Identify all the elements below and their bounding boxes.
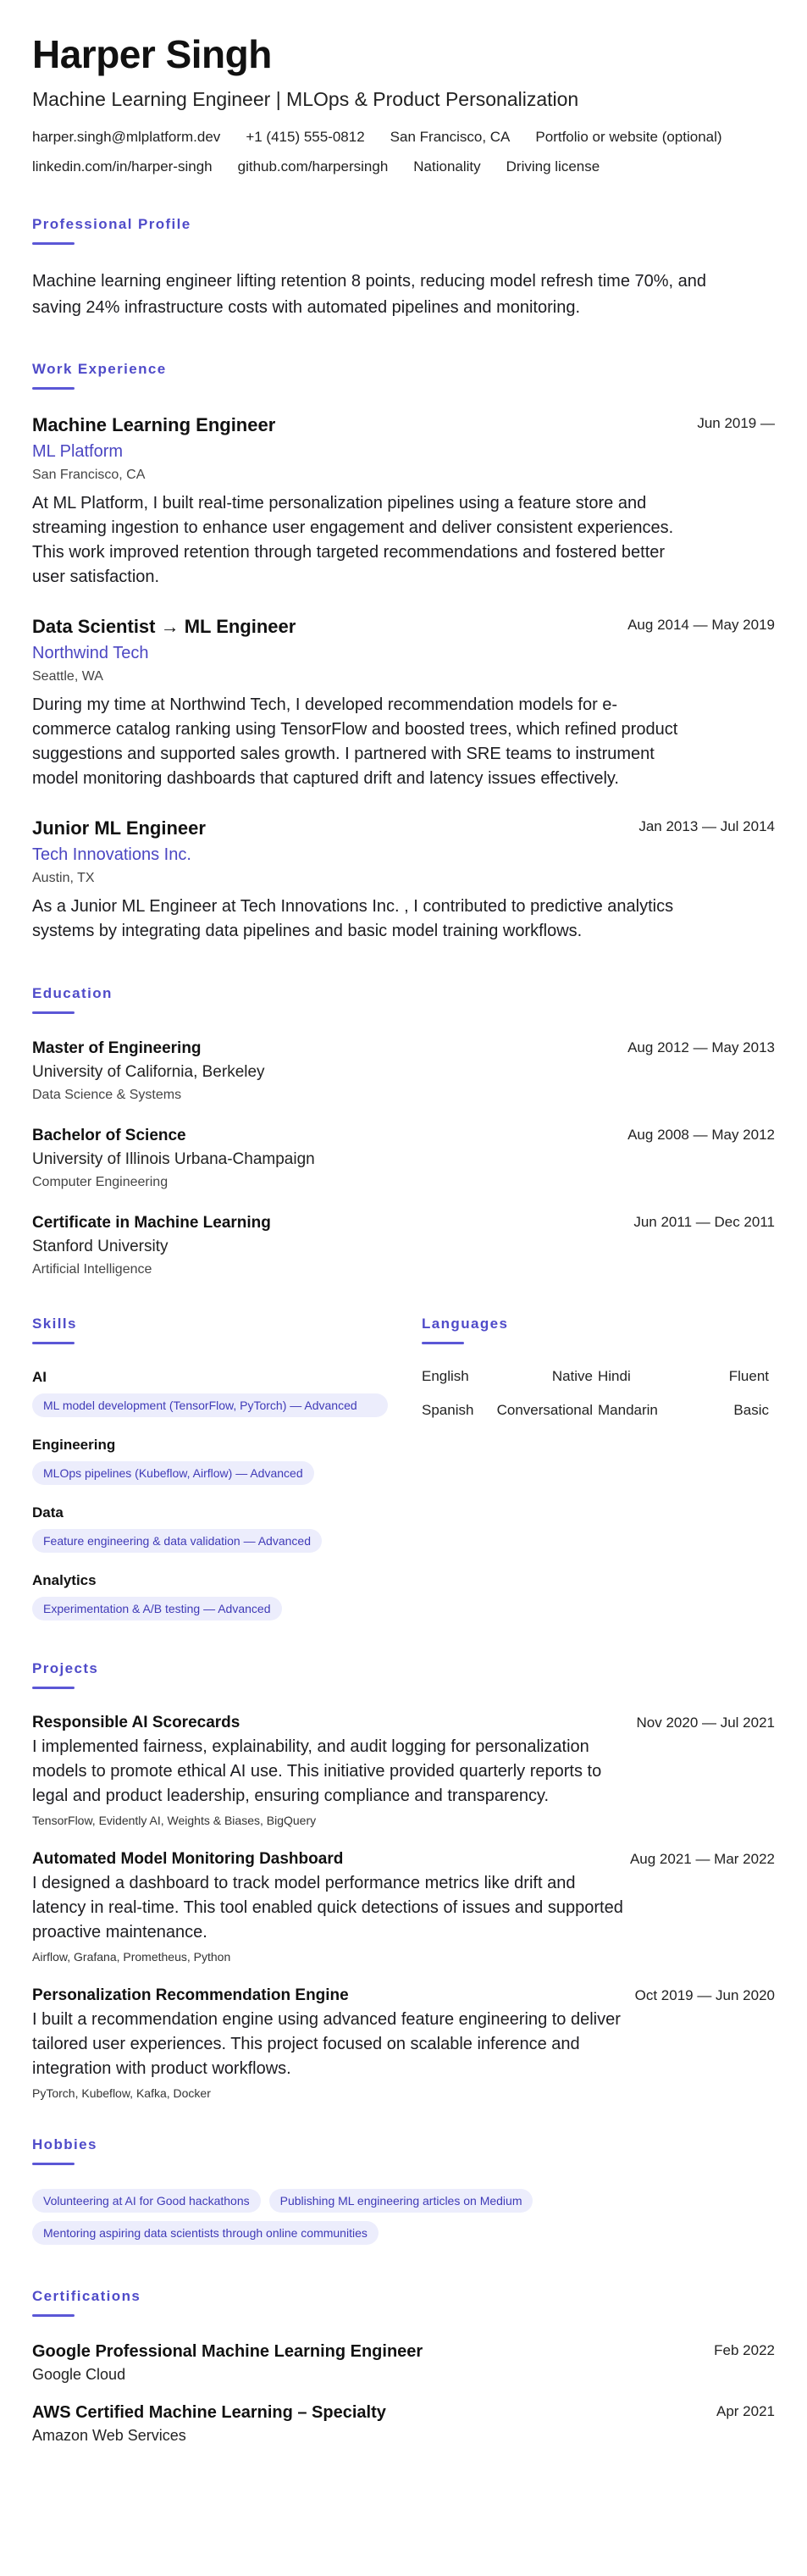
section-divider	[32, 2163, 75, 2165]
skills-languages-row	[32, 1315, 775, 1639]
section-title: Certifications	[32, 2288, 141, 2304]
certifications-section	[32, 2287, 775, 2446]
section-title: Projects	[32, 1660, 99, 1676]
language-level: Conversational	[496, 1402, 593, 1418]
contact-email[interactable]: harper.singh@mlplatform.dev	[32, 129, 221, 145]
section-divider	[32, 2314, 75, 2317]
education-school: University of Illinois Urbana-Champaign	[32, 1150, 315, 1168]
job-entry	[32, 615, 775, 791]
skill-group	[32, 1368, 422, 1417]
project-entry	[32, 1986, 775, 2102]
certification-date: Feb 2022	[714, 2342, 775, 2358]
project-entry	[32, 1849, 775, 1965]
skill-group	[32, 1436, 422, 1485]
job-location: Seattle, WA	[32, 669, 103, 684]
job-title: Junior ML Engineer	[32, 817, 206, 839]
project-title: Automated Model Monitoring Dashboard	[32, 1850, 344, 1868]
education-dates: Jun 2011 — Dec 2011	[633, 1214, 775, 1230]
skill-category: Engineering	[32, 1437, 116, 1453]
certification-issuer: Amazon Web Services	[32, 2427, 186, 2444]
job-location: San Francisco, CA	[32, 468, 146, 482]
skill-group	[32, 1571, 422, 1620]
section-title: Skills	[32, 1316, 77, 1332]
certification-name: Google Professional Machine Learning Engineer	[32, 2342, 423, 2361]
education-degree: Master of Engineering	[32, 1039, 202, 1057]
section-title: Work Experience	[32, 361, 167, 377]
section-divider	[422, 1342, 464, 1344]
hobbies-section	[32, 2136, 775, 2253]
hobby-list	[32, 2189, 752, 2253]
profile-summary: Machine learning engineer lifting retention 8 points, reducing model refresh time 70%, and saving 24% infrastructure costs with automated pipelines and monitoring.	[32, 272, 707, 317]
project-title: Personalization Recommendation Engine	[32, 1986, 349, 2004]
job-entry	[32, 817, 775, 944]
experience-section	[32, 360, 775, 944]
job-title: Data Scientist → ML Engineer	[32, 616, 296, 637]
education-field: Computer Engineering	[32, 1175, 169, 1189]
section-title: Languages	[422, 1316, 509, 1332]
language-item	[598, 1368, 774, 1385]
language-name: Spanish	[422, 1402, 474, 1418]
language-item	[598, 1402, 774, 1419]
project-dates: Oct 2019 — Jun 2020	[634, 1987, 775, 2003]
section-title: Professional Profile	[32, 216, 191, 232]
project-tech-stack: Airflow, Grafana, Prometheus, Python	[32, 1950, 231, 1964]
skill-group	[32, 1504, 422, 1553]
skill-pill: Experimentation & A/B testing — Advanced	[32, 1597, 282, 1620]
job-dates: Jun 2019 —	[697, 415, 775, 431]
languages-grid	[422, 1368, 775, 1419]
certification-issuer: Google Cloud	[32, 2366, 126, 2383]
job-entry	[32, 413, 775, 590]
candidate-name: Harper Singh	[32, 32, 272, 76]
project-description: I built a recommendation engine using advanced feature engineering to deliver tailored user experiences. This project focused on scalable inference and integration with product workflows.	[32, 2010, 621, 2078]
hobby-pill: Mentoring aspiring data scientists through online communities	[32, 2221, 379, 2245]
language-name: Hindi	[598, 1368, 631, 1384]
language-item	[422, 1402, 598, 1419]
education-entry	[32, 1212, 775, 1279]
job-description: During my time at Northwind Tech, I developed recommendation models for e-commerce catalog ranking using TensorFlow and boosted trees, which refined product suggestions and supported sales growth. I partnered with SRE teams to instrument model monitoring dashboards that captured drift and latency issues effectively.	[32, 695, 678, 788]
job-dates: Aug 2014 — May 2019	[627, 617, 775, 633]
job-dates: Jan 2013 — Jul 2014	[638, 818, 775, 834]
languages-section	[422, 1315, 775, 1639]
job-company: ML Platform	[32, 442, 124, 461]
project-dates: Aug 2021 — Mar 2022	[629, 1851, 775, 1867]
skill-pill: Feature engineering & data validation — Advanced	[32, 1529, 322, 1553]
resume-header	[32, 30, 775, 186]
skill-category: AI	[32, 1369, 47, 1385]
contact-linkedin[interactable]: linkedin.com/in/harper-singh	[32, 158, 213, 175]
language-level: Native	[551, 1368, 593, 1384]
contact-nationality: Nationality	[413, 158, 481, 175]
project-entry	[32, 1713, 775, 1829]
language-level: Fluent	[728, 1368, 769, 1384]
project-dates: Nov 2020 — Jul 2021	[636, 1715, 775, 1731]
section-divider	[32, 1687, 75, 1689]
education-school: University of California, Berkeley	[32, 1063, 265, 1081]
certification-date: Apr 2021	[716, 2403, 775, 2419]
education-field: Artificial Intelligence	[32, 1262, 152, 1277]
education-field: Data Science & Systems	[32, 1088, 182, 1102]
contact-portfolio[interactable]: Portfolio or website (optional)	[535, 129, 722, 145]
project-tech-stack: TensorFlow, Evidently AI, Weights & Biases, BigQuery	[32, 1814, 317, 1827]
language-name: English	[422, 1368, 469, 1384]
job-location: Austin, TX	[32, 871, 95, 885]
projects-section	[32, 1659, 775, 2102]
job-title: Machine Learning Engineer	[32, 414, 276, 435]
job-company: Northwind Tech	[32, 644, 149, 662]
skill-pill: MLOps pipelines (Kubeflow, Airflow) — Advanced	[32, 1461, 314, 1485]
contact-driving-license: Driving license	[506, 158, 600, 175]
certification-name: AWS Certified Machine Learning – Specialty	[32, 2403, 386, 2422]
language-level: Basic	[733, 1402, 769, 1418]
education-dates: Aug 2012 — May 2013	[627, 1039, 775, 1055]
section-divider	[32, 1342, 75, 1344]
language-item	[422, 1368, 598, 1385]
project-description: I implemented fairness, explainability, and audit logging for personalization models to promote ethical AI use. This initiative provided quarterly reports to legal and product leadership, ensuring compliance and transparency.	[32, 1737, 602, 1805]
education-dates: Aug 2008 — May 2012	[627, 1127, 775, 1143]
education-entry	[32, 1038, 775, 1105]
project-description: I designed a dashboard to track model performance metrics like drift and latency in real-time. This tool enabled quick detections of issues and supported proactive maintenance.	[32, 1874, 623, 1942]
skill-pill: ML model development (TensorFlow, PyTorch) — Advanced	[32, 1393, 388, 1417]
project-title: Responsible AI Scorecards	[32, 1714, 240, 1731]
contact-location: San Francisco, CA	[390, 129, 511, 145]
section-divider	[32, 1011, 75, 1014]
education-section	[32, 984, 775, 1279]
contact-list	[32, 127, 777, 186]
hobby-pill: Publishing ML engineering articles on Medium	[269, 2189, 533, 2213]
section-title: Education	[32, 985, 113, 1001]
section-title: Hobbies	[32, 2136, 97, 2152]
certification-entry	[32, 2401, 775, 2446]
section-divider	[32, 242, 75, 245]
education-degree: Bachelor of Science	[32, 1127, 186, 1144]
skills-section	[32, 1315, 422, 1639]
contact-phone[interactable]: +1 (415) 555-0812	[246, 129, 365, 145]
candidate-headline: Machine Learning Engineer | MLOps & Product Personalization	[32, 88, 579, 110]
contact-github[interactable]: github.com/harpersingh	[237, 158, 389, 175]
education-school: Stanford University	[32, 1238, 169, 1255]
language-name: Mandarin	[598, 1402, 658, 1418]
education-degree: Certificate in Machine Learning	[32, 1214, 271, 1232]
section-divider	[32, 387, 75, 390]
certification-entry	[32, 2341, 775, 2385]
skill-category: Data	[32, 1504, 64, 1521]
job-description: As a Junior ML Engineer at Tech Innovations Inc. , I contributed to predictive analytics systems by integrating data pipelines and basic model training workflows.	[32, 897, 674, 940]
project-tech-stack: PyTorch, Kubeflow, Kafka, Docker	[32, 2086, 211, 2100]
job-description: At ML Platform, I built real-time personalization pipelines using a feature store and streaming ingestion to enhance user engagement and deliver consistent experiences. This work improved retention through targeted recommendations and fostered better user satisfaction.	[32, 494, 674, 586]
skill-category: Analytics	[32, 1572, 97, 1588]
job-company: Tech Innovations Inc.	[32, 845, 191, 864]
hobby-pill: Volunteering at AI for Good hackathons	[32, 2189, 261, 2213]
profile-section	[32, 215, 775, 321]
education-entry	[32, 1125, 775, 1192]
